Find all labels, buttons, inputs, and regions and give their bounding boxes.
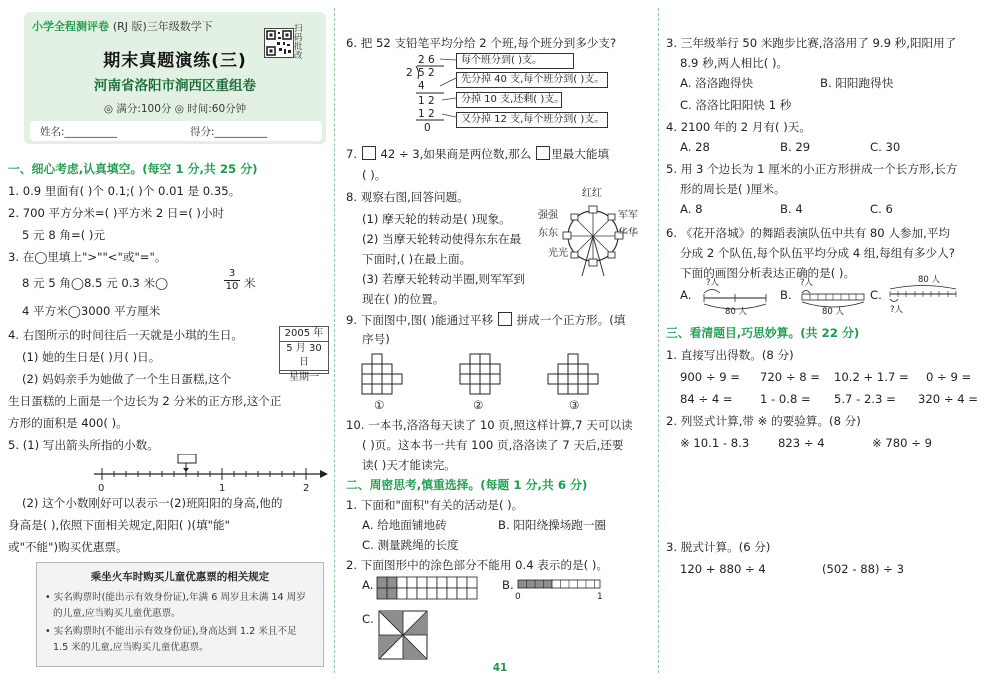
step-box-4: 又分掉 12 支,每个班分到( )支。: [456, 112, 608, 128]
division-row: 1 2: [418, 95, 435, 107]
choice-6-cont: 分成 2 个队伍,每个队伍平均分成 4 组,每组有多少人?: [680, 246, 955, 260]
question-8-3: (3) 若摩天轮转动半圈,则军军到: [362, 272, 525, 286]
figure-label-3: ③: [569, 398, 580, 412]
rule-2: • 实名购票时(不能出示有效身份证),身高达到 1.2 米且不足: [45, 626, 297, 637]
diagram-c-total: 80 人: [918, 275, 941, 285]
question-5: 5. (1) 写出箭头所指的小数。: [8, 438, 159, 452]
question-8: 8. 观察右图,回答问题。: [346, 190, 469, 204]
choice-4-b[interactable]: B. 29: [780, 140, 811, 154]
choice-1-a[interactable]: A. 给地面铺地砖: [362, 518, 447, 532]
question-10: 10. 一本书,洛洛每天读了 10 页,照这样计算,7 天可以读: [346, 418, 633, 432]
question-7-end: ( )。: [362, 168, 387, 182]
section-2-title: 二、周密思考,慎重选择。(每题 1 分,共 6 分): [346, 478, 588, 492]
calc-item: 900 ÷ 9 =: [680, 370, 740, 384]
axis-label-2: 2: [303, 483, 310, 494]
brand: 小学全程测评卷 (RJ 版)三年级数学下: [32, 20, 213, 33]
calc-item: 1 - 0.8 =: [760, 392, 811, 406]
figure-label-2: ②: [473, 398, 484, 412]
question-8-2: (2) 当摩天轮转动使得东东在最: [362, 232, 522, 246]
column-divider: [658, 8, 659, 673]
question-3-line-2: 4 平方米◯3000 平方厘米: [22, 304, 161, 318]
question-3: 3. 在◯里填上">""<"或"="。: [8, 250, 167, 264]
calc-3-b: (502 - 88) ÷ 3: [822, 562, 904, 576]
choice-6-end: 下面的画图分析表达正确的是( )。: [680, 266, 856, 280]
choice-4-a[interactable]: A. 28: [680, 140, 710, 154]
question-10-end: 读( )天才能读完。: [362, 458, 456, 472]
bar-label-0: 0: [515, 592, 521, 602]
page-subtitle: 河南省洛阳市涧西区重组卷: [94, 78, 256, 94]
question-5-2-end: 或"不能")购买优惠票。: [8, 540, 128, 554]
question-4: 4. 右图所示的时间往后一天就是小琪的生日。: [8, 328, 244, 342]
choice-1-c[interactable]: C. 测量跳绳的长度: [362, 538, 459, 552]
choice-6-b[interactable]: B.: [780, 288, 792, 302]
choice-6-c[interactable]: C.: [870, 288, 882, 302]
question-10-cont: ( )页。这本书一共有 100 页,洛洛读了 7 天后,还要: [362, 438, 624, 452]
choice-5: 5. 用 3 个边长为 1 厘米的小正方形拼成一个长方形,长方: [666, 162, 958, 176]
diagram-b-question: ?人: [800, 278, 814, 288]
diagram-a-question: ?人: [706, 278, 720, 288]
wheel-label-midleft: 东东: [538, 228, 558, 239]
calc-1: 1. 直接写出得数。(8 分): [666, 348, 794, 362]
choice-2-a[interactable]: A.: [362, 578, 374, 592]
section-1-title: 一、细心考虑,认真填空。(每空 1 分,共 25 分): [8, 162, 258, 176]
question-4-2-cont: 生日蛋糕的上面是一个边长为 2 分米的正方形,这个正: [8, 394, 282, 408]
calc-item: 10.2 + 1.7 =: [834, 370, 909, 384]
column-divider: [334, 8, 335, 673]
division-row: 4: [418, 80, 425, 92]
bar-option-b: [516, 578, 604, 594]
diagram-a-total: 80 人: [725, 307, 748, 317]
division-divisor: 2: [406, 67, 413, 79]
calc-3: 3. 脱式计算。(6 分): [666, 540, 771, 554]
page-number: 41: [492, 662, 508, 674]
question-8-2-cont: 下面时,( )在最上面。: [362, 252, 472, 266]
calc-2-c: ※ 780 ÷ 9: [872, 436, 932, 450]
page-title: 期末真题演练(三): [103, 51, 247, 71]
calc-3-a: 120 + 880 ÷ 4: [680, 562, 766, 576]
question-6: 6. 把 52 支铅笔平均分给 2 个班,每个班分到多少支?: [346, 36, 617, 50]
diagram-c-question: ?人: [890, 305, 904, 315]
question-4-1: (1) 她的生日是( )月( )日。: [22, 350, 161, 364]
ticket-rules-box: [36, 562, 324, 667]
question-4-2-end: 方形的面积是 400( )。: [8, 416, 128, 430]
choice-5-b[interactable]: B. 4: [780, 202, 803, 216]
question-2: 2. 700 平方分米=( )平方米 2 日=( )小时: [8, 206, 225, 220]
section-3-title: 三、看清题目,巧思妙算。(共 22 分): [666, 326, 860, 340]
choice-3-cont: 8.9 秒,两人相比( )。: [680, 56, 789, 70]
question-5-2: (2) 这个小数刚好可以表示一(2)班阳阳的身高,他的: [22, 496, 283, 510]
rule-2-cont: 1.5 米的儿童,应当购买儿童优惠票。: [53, 642, 209, 653]
wheel-label-top: 红红: [582, 188, 602, 199]
diagram-b-total: 80 人: [822, 307, 845, 317]
choice-3-b[interactable]: B. 阳阳跑得快: [820, 76, 894, 90]
name-field[interactable]: 姓名:__________: [40, 126, 118, 138]
number-line: [90, 454, 330, 494]
question-4-2: (2) 妈妈亲手为她做了一个生日蛋糕,这个: [22, 372, 232, 386]
choice-2: 2. 下面图形中的涂色部分不能用 0.4 表示的是( )。: [346, 558, 608, 572]
figure-label-1: ①: [374, 398, 385, 412]
step-box-3: 分掉 10 支,还剩( )支。: [456, 92, 562, 108]
choice-5-cont: 形的周长是( )厘米。: [680, 182, 786, 196]
choice-4-c[interactable]: C. 30: [870, 140, 901, 154]
calc-item: 0 ÷ 9 =: [926, 370, 972, 384]
calc-item: 84 ÷ 4 =: [680, 392, 733, 406]
choice-3: 3. 三年级举行 50 米跑步比赛,洛洛用了 9.9 秒,阳阳用了: [666, 36, 957, 50]
choice-2-c[interactable]: C.: [362, 612, 374, 626]
division-dividend: 5 2: [418, 67, 435, 79]
wheel-label-right: 军军: [618, 210, 638, 221]
calc-item: 320 ÷ 4 =: [918, 392, 978, 406]
choice-3-a[interactable]: A. 洛洛跑得快: [680, 76, 754, 90]
division-quotient: 2 6: [418, 54, 435, 66]
question-1: 1. 0.9 里面有( )个 0.1;( )个 0.01 是 0.35。: [8, 184, 241, 198]
square-option-c: [378, 610, 428, 660]
choice-4: 4. 2100 年的 2 月有( )天。: [666, 120, 811, 134]
name-score-bar: [30, 121, 322, 141]
question-8-1: (1) 摩天轮的转动是( )现象。: [362, 212, 511, 226]
rule-1-cont: 的儿童,应当购买儿童优惠票。: [53, 608, 181, 619]
axis-label-1: 1: [219, 483, 226, 494]
question-9-end: 序号): [362, 332, 390, 346]
wheel-label-midright: 华华: [618, 228, 638, 239]
choice-3-c[interactable]: C. 洛洛比阳阳快 1 秒: [680, 98, 792, 112]
division-row: 0: [424, 122, 431, 134]
score-field[interactable]: 得分:__________: [190, 126, 268, 138]
calc-item: 5.7 - 2.3 =: [834, 392, 896, 406]
question-9: 9. 下面图中,图( )能通过平移 拼成一个正方形。(填: [346, 313, 626, 327]
calc-2: 2. 列竖式计算,带 ※ 的要验算。(8 分): [666, 414, 861, 428]
wheel-label-bottom: 光光: [548, 248, 568, 259]
rule-1: • 实名购票时(能出示有效身份证),年满 6 周岁且未满 14 周岁: [45, 592, 306, 603]
translation-figures: [358, 352, 648, 408]
calc-2-b: 823 ÷ 4: [778, 436, 825, 450]
ticket-rules-title: 乘坐火车时购买儿童优惠票的相关规定: [90, 571, 270, 583]
question-8-3-cont: 现在( )的位置。: [362, 292, 445, 306]
choice-6: 6. 《花开洛城》的舞蹈表演队伍中共有 80 人参加,平均: [666, 226, 951, 240]
fraction: 3 10: [225, 268, 239, 292]
calendar-card: 2005 年 5 月 30 日 星期一: [279, 326, 329, 374]
step-box-2: 先分掉 40 支,每个班分到( )支。: [456, 72, 608, 88]
division-row: 1 2: [418, 108, 435, 120]
choice-5-c[interactable]: C. 6: [870, 202, 893, 216]
question-2-part: 5 元 8 角=( )元: [22, 228, 106, 242]
bar-label-1: 1: [597, 592, 603, 602]
calc-2-a: ※ 10.1 - 8.3: [680, 436, 750, 450]
choice-6-a[interactable]: A.: [680, 288, 692, 302]
question-3-line-1: 8 元 5 角◯8.5 元 0.3 米◯: [22, 276, 169, 290]
choice-1: 1. 下面和"面积"有关的活动是( )。: [346, 498, 524, 512]
fraction-unit: 米: [244, 276, 256, 290]
axis-label-0: 0: [98, 483, 105, 494]
ferris-wheel-icon: [560, 196, 626, 278]
qr-label: 扫码批改: [294, 24, 303, 61]
calc-item: 720 ÷ 8 =: [760, 370, 820, 384]
choice-2-b[interactable]: B.: [502, 578, 514, 592]
exam-meta: ◎ 满分:100分 ◎ 时间:60分钟: [103, 103, 247, 115]
choice-1-b[interactable]: B. 阳阳绕操场跑一圈: [498, 518, 607, 532]
step-box-1: 每个班分到( )支。: [456, 53, 574, 69]
choice-5-a[interactable]: A. 8: [680, 202, 703, 216]
wheel-label-left: 强强: [538, 210, 558, 221]
grid-option-a: [376, 576, 486, 602]
question-7: 7. 42 ÷ 3,如果商是两位数,那么 里最大能填: [346, 147, 610, 161]
question-5-2-cont: 身高是( ),依照下面相关规定,阳阳( )(填"能": [8, 518, 230, 532]
